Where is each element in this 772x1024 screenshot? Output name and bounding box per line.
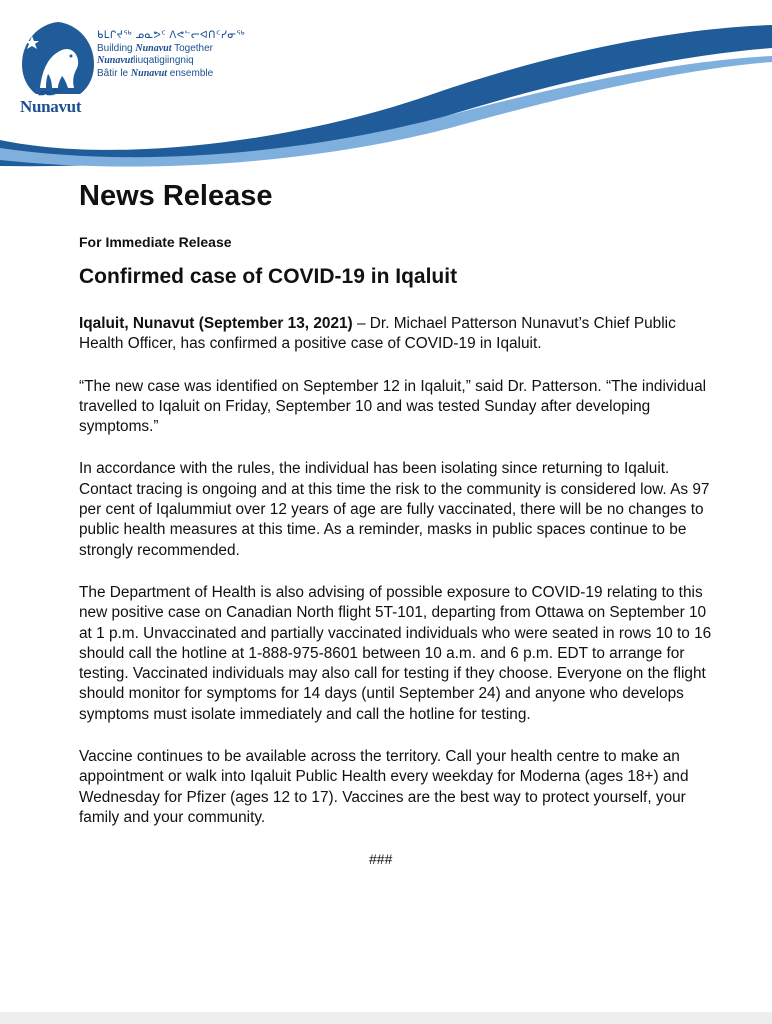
release-content bbox=[79, 180, 719, 828]
intro-paragraph bbox=[79, 314, 719, 355]
paragraph-vaccine: Vaccine continues to be available across the territory. Call your health centre to make an appointment or walk into Iqaluit Public Health every weekday for Moderna (ages 18+) and Wednesday for Pfizer (ages 12 to 17). Vaccines are the best way to protect yourself, your family and your community. bbox=[79, 748, 689, 826]
blue-swoosh-banner bbox=[0, 0, 772, 175]
paragraph-flight-exposure: The Department of Health is also advising of possible exposure to COVID-19 relating to this new positive case on Canadian North flight 5T-101, departing from Ottawa on September 10 at 1 p.m. Unvaccinated and partially vaccinated individuals who were seated in rows 10 to 16 should call the hotline at 1-888-975-8601 between 10 a.m. and 6 p.m. EDT to arrange for testing. Vaccinated individuals may also call for testing if they choose. Everyone on the flight should monitor for symptoms for 14 days (until September 24) and anyone who develops symptoms must isolate immediately and call the hotline for testing. bbox=[79, 583, 712, 723]
paragraph-isolation: In accordance with the rules, the individual has been isolating since returning to Iqaluit. Contact tracing is ongoing and at this time the risk to the community is considered low. As 97 per cent of Iqalummiut over 12 years of age are fully vaccinated, there will be no changes to public health measures at this time. As a reminder, masks in public spaces continue to be strongly recommended. bbox=[79, 460, 710, 559]
letterhead bbox=[0, 0, 772, 175]
page-bottom-edge bbox=[0, 1012, 772, 1024]
wordmark-text: Nunavut bbox=[20, 97, 82, 116]
tagline-english: Building Nunavut Together bbox=[97, 42, 213, 54]
paragraph-quote: “The new case was identified on September 12 in Iqaluit,” said Dr. Patterson. “The individual travelled to Iqaluit on Friday, September 10 and was tested Sunday after developing symptoms.” bbox=[79, 377, 707, 436]
headline: Confirmed case of COVID-19 in Iqaluit bbox=[79, 265, 458, 288]
tagline-block bbox=[97, 30, 245, 80]
tagline-french: Bâtir le Nunavut ensemble bbox=[97, 67, 214, 79]
intro-text: – Dr. Michael Patterson Nunavut’s Chief Public Health Officer, has confirmed a positive case of COVID-19 in Iqaluit. bbox=[79, 315, 676, 353]
wordmark-syllabics: ᓄᓇᕗᑦ bbox=[38, 87, 63, 97]
dateline: Iqaluit, Nunavut (September 13, 2021) bbox=[79, 315, 353, 332]
end-mark: ### bbox=[369, 851, 393, 867]
tagline-syllabics: ᑲᒪᒋᔪᖅ ᓄᓇᕗᑦ ᐱᕙᓪᓕᐊᑎᑦᓯᓂᖅ bbox=[97, 30, 246, 41]
body-text bbox=[79, 314, 719, 828]
page-title: News Release bbox=[79, 180, 273, 212]
release-label: For Immediate Release bbox=[79, 234, 232, 250]
tagline-inuktitut: Nunavutliuqatigiingniq bbox=[97, 55, 194, 66]
nunavut-wordmark bbox=[20, 88, 81, 117]
